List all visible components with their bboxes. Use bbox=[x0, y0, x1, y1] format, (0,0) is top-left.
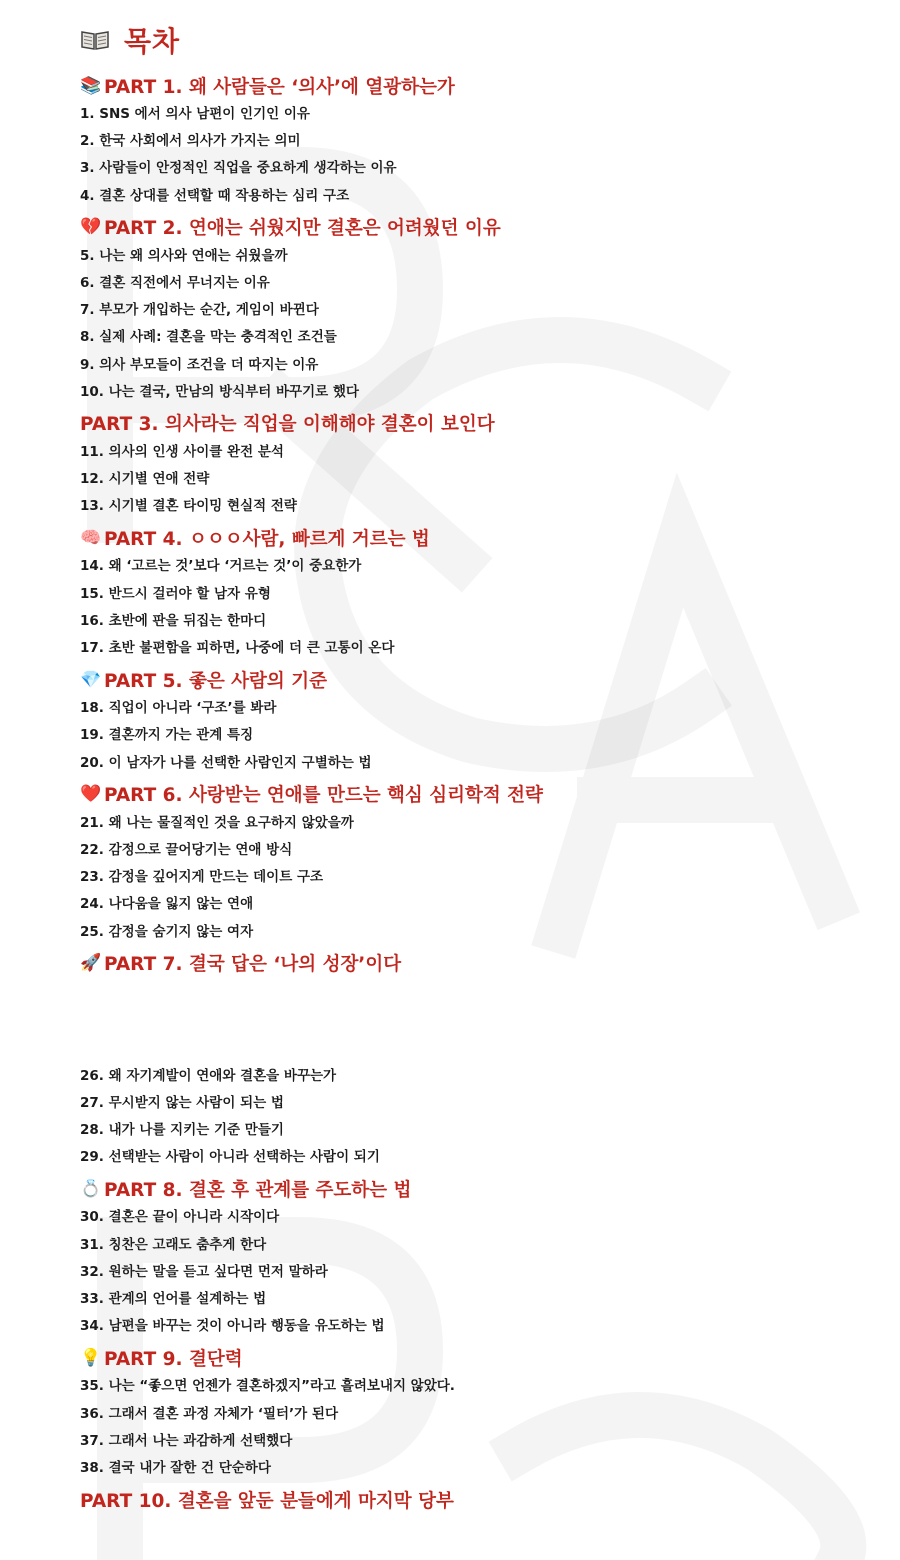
part-heading bbox=[80, 1484, 860, 1515]
chapter-item: 37. 그래서 나는 과감하게 선택했다 bbox=[80, 1432, 293, 1449]
chapter-item: 17. 초반 불편함을 피하면, 나중에 더 큰 고통이 온다 bbox=[80, 640, 395, 656]
part-label: PART 4. ㅇㅇㅇ사람, 빠르게 거르는 법 bbox=[104, 528, 430, 550]
part-label: PART 8. 결혼 후 관계를 주도하는 법 bbox=[104, 1179, 412, 1201]
chapter-list bbox=[80, 1204, 860, 1340]
chapter-item: 10. 나는 결국, 만남의 방식부터 바꾸기로 했다 bbox=[80, 383, 359, 400]
part-heading bbox=[80, 1342, 860, 1373]
part-heading bbox=[80, 70, 860, 101]
part-label: PART 3. 의사라는 직업을 이해해야 결혼이 보인다 bbox=[80, 414, 495, 436]
red-heart-icon: ❤️ bbox=[80, 784, 102, 805]
chapter-item: 3. 사람들이 안정적인 직업을 중요하게 생각하는 이유 bbox=[80, 160, 397, 177]
chapter-item: 22. 감정으로 끌어당기는 연애 방식 bbox=[80, 841, 293, 858]
chapter-item: 29. 선택받는 사람이 아니라 선택하는 사람이 되기 bbox=[80, 1149, 380, 1166]
chapter-list bbox=[80, 695, 860, 777]
part-label: PART 6. 사랑받는 연애를 만드는 핵심 심리학적 전략 bbox=[104, 785, 543, 807]
part-heading bbox=[80, 1173, 860, 1204]
part-label: PART 10. 결혼을 앞둔 분들에게 마지막 당부 bbox=[80, 1490, 454, 1512]
chapter-item: 25. 감정을 숨기지 않는 여자 bbox=[80, 923, 254, 940]
chapter-item: 19. 결혼까지 가는 관계 특징 bbox=[80, 727, 254, 744]
part-heading bbox=[80, 408, 860, 439]
part-label: PART 9. 결단력 bbox=[104, 1348, 243, 1370]
chapter-item: 28. 내가 나를 지키는 기준 만들기 bbox=[80, 1122, 284, 1139]
chapter-item: 4. 결혼 상대를 선택할 때 작용하는 심리 구조 bbox=[80, 187, 350, 204]
chapter-item: 7. 부모가 개입하는 순간, 게임이 바뀐다 bbox=[80, 302, 319, 319]
toc-header bbox=[80, 18, 860, 62]
chapter-item: 1. SNS 에서 의사 남편이 인기인 이유 bbox=[80, 106, 310, 122]
chapter-item: 21. 왜 나는 물질적인 것을 요구하지 않았을까 bbox=[80, 814, 354, 831]
chapter-list bbox=[80, 1063, 860, 1172]
chapter-item: 8. 실제 사례: 결혼을 막는 충격적인 조건들 bbox=[80, 329, 337, 346]
chapter-item: 30. 결혼은 끝이 아니라 시작이다 bbox=[80, 1209, 280, 1226]
chapter-list bbox=[80, 439, 860, 521]
chapter-item: 36. 그래서 결혼 과정 자체가 ‘필터’가 된다 bbox=[80, 1405, 338, 1422]
part-label: PART 2. 연애는 쉬웠지만 결혼은 어려웠던 이유 bbox=[104, 218, 501, 240]
chapter-list bbox=[80, 1373, 860, 1482]
chapter-list bbox=[80, 101, 860, 210]
part-heading bbox=[80, 522, 860, 553]
light-bulb-icon: 💡 bbox=[80, 1347, 102, 1368]
chapter-item: 34. 남편을 바꾸는 것이 아니라 행동을 유도하는 법 bbox=[80, 1318, 385, 1335]
chapter-item: 32. 원하는 말을 듣고 싶다면 먼저 말하라 bbox=[80, 1263, 328, 1280]
part-heading bbox=[80, 779, 860, 810]
gem-icon: 💎 bbox=[80, 669, 102, 690]
chapter-item: 15. 반드시 걸러야 할 남자 유형 bbox=[80, 585, 271, 602]
ring-icon: 💍 bbox=[80, 1178, 102, 1199]
books-icon: 📚 bbox=[80, 75, 102, 96]
chapter-item: 23. 감정을 깊어지게 만드는 데이트 구조 bbox=[80, 869, 324, 886]
page-title: 목차 bbox=[124, 25, 181, 58]
table-of-contents bbox=[80, 18, 860, 1515]
page-break-gap bbox=[80, 979, 860, 1063]
chapter-item: 16. 초반에 판을 뒤집는 한마디 bbox=[80, 612, 267, 629]
chapter-item: 38. 결국 내가 잘한 건 단순하다 bbox=[80, 1459, 271, 1476]
chapter-item: 6. 결혼 직전에서 무너지는 이유 bbox=[80, 274, 270, 291]
chapter-item: 2. 한국 사회에서 의사가 가지는 의미 bbox=[80, 133, 301, 150]
chapter-item: 11. 의사의 인생 사이클 완전 분석 bbox=[80, 443, 284, 460]
part-heading bbox=[80, 664, 860, 695]
chapter-item: 12. 시기별 연애 전략 bbox=[80, 471, 210, 488]
open-book-icon bbox=[80, 29, 110, 51]
chapter-item: 13. 시기별 결혼 타이밍 현실적 전략 bbox=[80, 498, 297, 515]
chapter-item: 18. 직업이 아니라 ‘구조’를 봐라 bbox=[80, 700, 277, 717]
chapter-item: 31. 칭찬은 고래도 춤추게 한다 bbox=[80, 1236, 267, 1253]
broken-heart-icon: 💔 bbox=[80, 217, 102, 238]
chapter-item: 26. 왜 자기계발이 연애와 결혼을 바꾸는가 bbox=[80, 1067, 337, 1084]
parts-list bbox=[80, 70, 860, 1515]
part-heading bbox=[80, 948, 860, 979]
part-label: PART 7. 결국 답은 ‘나의 성장’이다 bbox=[104, 954, 402, 976]
brain-icon: 🧠 bbox=[80, 527, 102, 548]
part-label: PART 1. 왜 사람들은 ‘의사’에 열광하는가 bbox=[104, 76, 455, 98]
rocket-icon: 🚀 bbox=[80, 953, 102, 974]
chapter-item: 35. 나는 “좋으면 언젠가 결혼하겠지”라고 흘려보내지 않았다. bbox=[80, 1378, 455, 1395]
chapter-item: 33. 관계의 언어를 설계하는 법 bbox=[80, 1291, 267, 1307]
part-label: PART 5. 좋은 사람의 기준 bbox=[104, 670, 327, 692]
chapter-list bbox=[80, 553, 860, 662]
chapter-item: 24. 나다움을 잃지 않는 연애 bbox=[80, 896, 254, 913]
chapter-list bbox=[80, 243, 860, 406]
chapter-item: 9. 의사 부모들이 조건을 더 따지는 이유 bbox=[80, 356, 319, 373]
chapter-item: 27. 무시받지 않는 사람이 되는 법 bbox=[80, 1094, 284, 1111]
chapter-item: 20. 이 남자가 나를 선택한 사람인지 구별하는 법 bbox=[80, 754, 372, 771]
chapter-item: 5. 나는 왜 의사와 연애는 쉬웠을까 bbox=[80, 247, 288, 264]
part-heading bbox=[80, 212, 860, 243]
chapter-item: 14. 왜 ‘고르는 것’보다 ‘거르는 것’이 중요한가 bbox=[80, 558, 362, 575]
chapter-list bbox=[80, 810, 860, 946]
